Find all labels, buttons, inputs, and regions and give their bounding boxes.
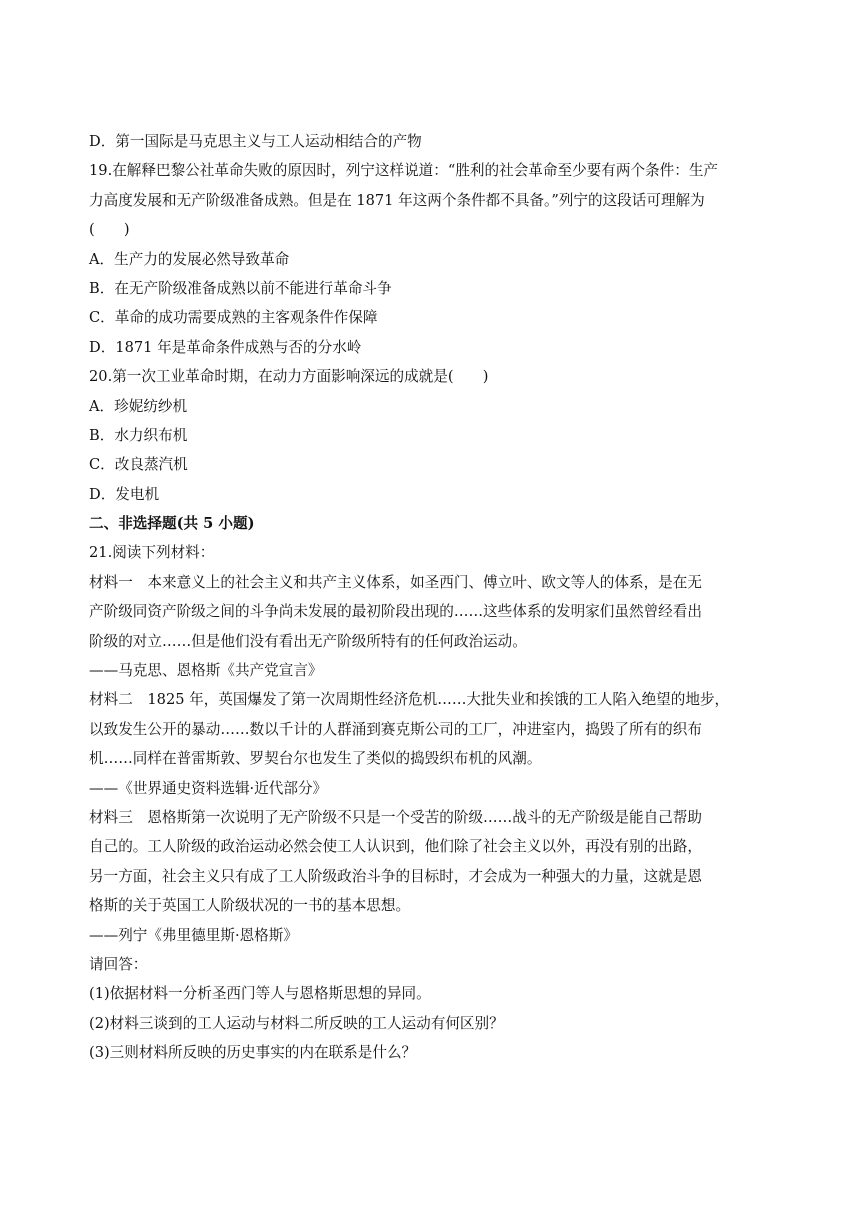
option-a-q20: A．珍妮纺纱机 bbox=[89, 397, 188, 415]
material-2-source: ——《世界通史资料选辑·近代部分》 bbox=[89, 779, 328, 797]
material-1-line-3: 阶级的对立……但是他们没有看出无产阶级所特有的任何政治运动。 bbox=[89, 632, 527, 650]
material-3-line-3: 另一方面，社会主义只有成了工人阶级政治斗争的目标时，才会成为一种强大的力量，这就是恩 bbox=[89, 867, 702, 885]
option-d-q18: D．第一国际是马克思主义与工人运动相结合的产物 bbox=[89, 133, 422, 150]
material-2-line-2: 以致发生公开的暴动……数以千计的人群涌到赛克斯公司的工厂，冲进室内，捣毁了所有的织布 bbox=[89, 720, 702, 738]
sub-question-2: (2)材料三谈到的工人运动与材料二所反映的工人运动有何区别？ bbox=[89, 1014, 504, 1032]
section-heading: 二、非选择题(共 5 小题) bbox=[89, 515, 255, 533]
question-21-stem: 21.阅读下列材料： bbox=[89, 544, 215, 562]
material-3-line-1: 材料三 恩格斯第一次说明了无产阶级不只是一个受苦的阶级……战斗的无产阶级是能自己帮助 bbox=[89, 808, 702, 826]
question-19-answer-blank: ( ) bbox=[89, 221, 130, 239]
sub-question-3: (3)三则材料所反映的历史事实的内在联系是什么？ bbox=[89, 1044, 417, 1062]
option-b-q20: B．水力织布机 bbox=[89, 426, 188, 444]
option-c-q20: C．改良蒸汽机 bbox=[89, 456, 188, 474]
option-c-q19: C．革命的成功需要成熟的主客观条件作保障 bbox=[89, 309, 378, 327]
material-3-line-4: 格斯的关于英国工人阶级状况的一书的基本思想。 bbox=[89, 897, 411, 915]
option-d-q20: D．发电机 bbox=[89, 485, 160, 503]
material-2-line-3: 机……同样在普雷斯敦、罗契台尔也发生了类似的捣毁织布机的风潮。 bbox=[89, 750, 542, 768]
question-19-stem-line-2: 力高度发展和无产阶级准备成熟。但是在 1871 年这两个条件都不具备。”列宁的这段话可理解为 bbox=[89, 191, 705, 209]
answer-prompt: 请回答： bbox=[89, 955, 148, 973]
document-body bbox=[89, 127, 759, 1068]
sub-question-1: (1)依据材料一分析圣西门等人与恩格斯思想的异同。 bbox=[89, 985, 431, 1003]
material-2-line-1: 材料二 1825 年，英国爆发了第一次周期性经济危机……大批失业和挨饿的工人陷入绝望的地步， bbox=[89, 691, 730, 709]
material-1-line-2: 产阶级同资产阶级之间的斗争尚未发展的最初阶段出现的……这些体系的发明家们虽然曾经看出 bbox=[89, 603, 702, 621]
option-d-q19: D．1871 年是革命条件成熟与否的分水岭 bbox=[89, 338, 362, 356]
option-b-q19: B．在无产阶级准备成熟以前不能进行革命斗争 bbox=[89, 279, 392, 297]
question-20-stem: 20.第一次工业革命时期，在动力方面影响深远的成就是( ) bbox=[89, 368, 489, 386]
option-a-q19: A．生产力的发展必然导致革命 bbox=[89, 250, 290, 268]
material-1-line-1: 材料一 本来意义上的社会主义和共产主义体系，如圣西门、傅立叶、欧文等人的体系，是在无 bbox=[89, 573, 702, 591]
material-3-line-2: 自己的。工人阶级的政治运动必然会使工人认识到，他们除了社会主义以外，再没有别的出路， bbox=[89, 838, 702, 856]
material-1-source: ——马克思、恩格斯《共产党宣言》 bbox=[89, 662, 323, 680]
question-19-stem-line-1: 19.在解释巴黎公社革命失败的原因时，列宁这样说道：“胜利的社会革命至少要有两个条件：生产 bbox=[89, 162, 719, 180]
material-3-source: ——列宁《弗里德里斯·恩格斯》 bbox=[89, 926, 298, 944]
